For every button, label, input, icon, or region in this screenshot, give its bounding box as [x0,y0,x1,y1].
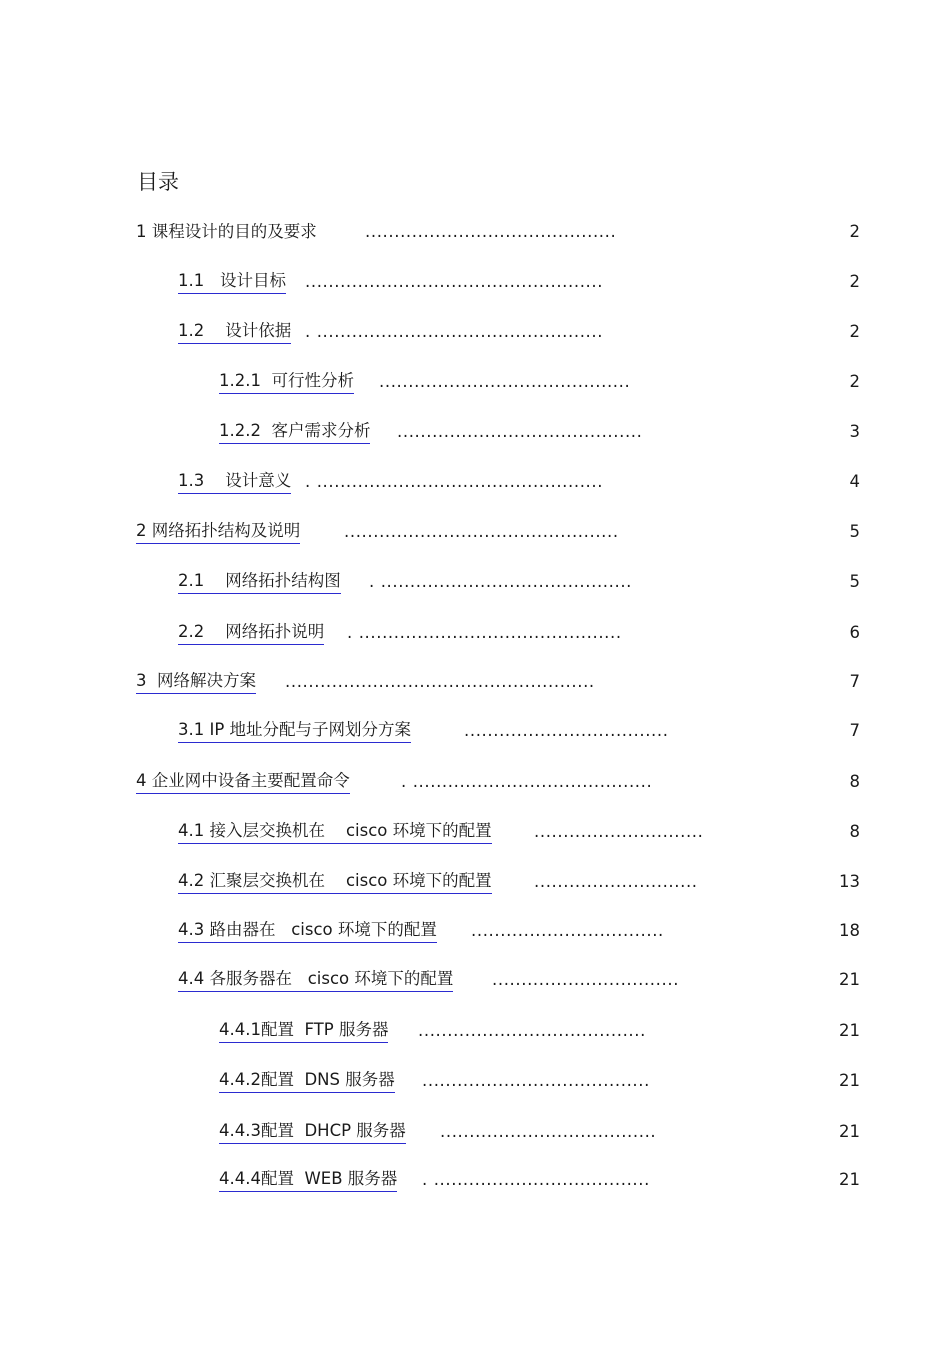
toc-entry-label[interactable]: 4.4.3配置 DHCP 服务器 [219,1119,406,1144]
toc-page-number: 6 [849,623,860,642]
toc-entry[interactable] [0,1018,950,1044]
toc-leader-dots: ............................ [534,872,698,891]
toc-entry-label[interactable]: 3.1 IP 地址分配与子网划分方案 [178,718,411,743]
toc-leader-dots: ............................. [534,822,704,841]
toc-leader-dots: . ................................................. [305,322,604,341]
toc-page-number: 4 [849,472,860,491]
toc-leader-dots: ................................... [464,721,669,740]
toc-entry[interactable] [0,319,950,345]
toc-page-number: 21 [839,1071,860,1090]
toc-entry[interactable] [0,469,950,495]
toc-page-number: 21 [839,1122,860,1141]
toc-page-number: 8 [849,772,860,791]
toc-entry-label[interactable]: 3 网络解决方案 [136,669,256,694]
toc-entry-label[interactable]: 1.2.2 客户需求分析 [219,419,370,444]
toc-entry[interactable] [0,569,950,595]
toc-page-number: 2 [849,372,860,391]
toc-leader-dots: ............................................... [344,522,619,541]
toc-entry[interactable] [0,869,950,895]
toc-entry[interactable] [0,269,950,295]
toc-page-number: 7 [849,672,860,691]
toc-entry[interactable] [0,967,950,993]
toc-entry[interactable] [0,620,950,646]
toc-entry[interactable] [0,419,950,445]
toc-entry[interactable] [0,1167,950,1193]
toc-leader-dots: . ............................................. [347,623,622,642]
toc-page-number: 8 [849,822,860,841]
toc-leader-dots: ..................................... [440,1122,657,1141]
toc-entry[interactable] [0,1068,950,1094]
toc-leader-dots: ................................ [492,970,680,989]
toc-leader-dots: . ................................................. [305,472,604,491]
toc-page-number: 5 [849,522,860,541]
toc-entry[interactable] [0,718,950,744]
toc-page-number: 2 [849,322,860,341]
toc-entry-label[interactable]: 4 企业网中设备主要配置命令 [136,769,350,794]
toc-page-number: 2 [849,272,860,291]
toc-entry-label[interactable]: 4.4 各服务器在 cisco 环境下的配置 [178,967,453,992]
toc-title: 目录 [137,170,179,194]
toc-entry-label[interactable]: 4.4.2配置 DNS 服务器 [219,1068,395,1093]
toc-entry[interactable] [0,669,950,695]
toc-leader-dots: ........................................... [365,222,617,241]
toc-page-number: 7 [849,721,860,740]
toc-entry-label[interactable]: 4.2 汇聚层交换机在 cisco 环境下的配置 [178,869,492,894]
toc-entry[interactable] [0,819,950,845]
toc-leader-dots: .......................................... [397,422,643,441]
toc-leader-dots: ....................................... [418,1021,646,1040]
toc-leader-dots: ....................................... [422,1071,650,1090]
toc-entry-label[interactable]: 4.1 接入层交换机在 cisco 环境下的配置 [178,819,492,844]
toc-leader-dots: . ..................................... [422,1170,650,1189]
toc-entry[interactable] [0,1119,950,1145]
toc-entry-label: 1 课程设计的目的及要求 [136,222,317,241]
toc-entry[interactable] [0,769,950,795]
toc-entry-label[interactable]: 4.3 路由器在 cisco 环境下的配置 [178,918,437,943]
toc-entry[interactable] [0,918,950,944]
toc-leader-dots: ........................................... [379,372,631,391]
toc-leader-dots: ................................................... [305,272,604,291]
toc-page-number: 18 [839,921,860,940]
toc-entry[interactable] [0,369,950,395]
toc-page-number: 21 [839,970,860,989]
toc-leader-dots: ..................................................... [285,672,595,691]
toc-entry-label[interactable]: 1.3 设计意义 [178,469,291,494]
toc-entry[interactable] [0,519,950,545]
toc-entry-label[interactable]: 2.2 网络拓扑说明 [178,620,324,645]
toc-entry-label[interactable]: 1.2.1 可行性分析 [219,369,354,394]
toc-page-number: 5 [849,572,860,591]
toc-entry[interactable] [0,219,950,245]
toc-entry-label[interactable]: 1.1 设计目标 [178,269,286,294]
toc-entry-label[interactable]: 2.1 网络拓扑结构图 [178,569,341,594]
toc-entry-label[interactable]: 2 网络拓扑结构及说明 [136,519,300,544]
toc-leader-dots: . ........................................... [369,572,633,591]
toc-entry-label[interactable]: 4.4.4配置 WEB 服务器 [219,1167,397,1192]
toc-page-number: 2 [849,222,860,241]
toc-page-number: 13 [839,872,860,891]
toc-leader-dots: . ......................................... [401,772,653,791]
toc-entry-label[interactable]: 4.4.1配置 FTP 服务器 [219,1018,388,1043]
toc-entry-label[interactable]: 1.2 设计依据 [178,319,291,344]
toc-page-number: 21 [839,1021,860,1040]
toc-page-number: 3 [849,422,860,441]
toc-leader-dots: ................................. [471,921,664,940]
toc-page-number: 21 [839,1170,860,1189]
